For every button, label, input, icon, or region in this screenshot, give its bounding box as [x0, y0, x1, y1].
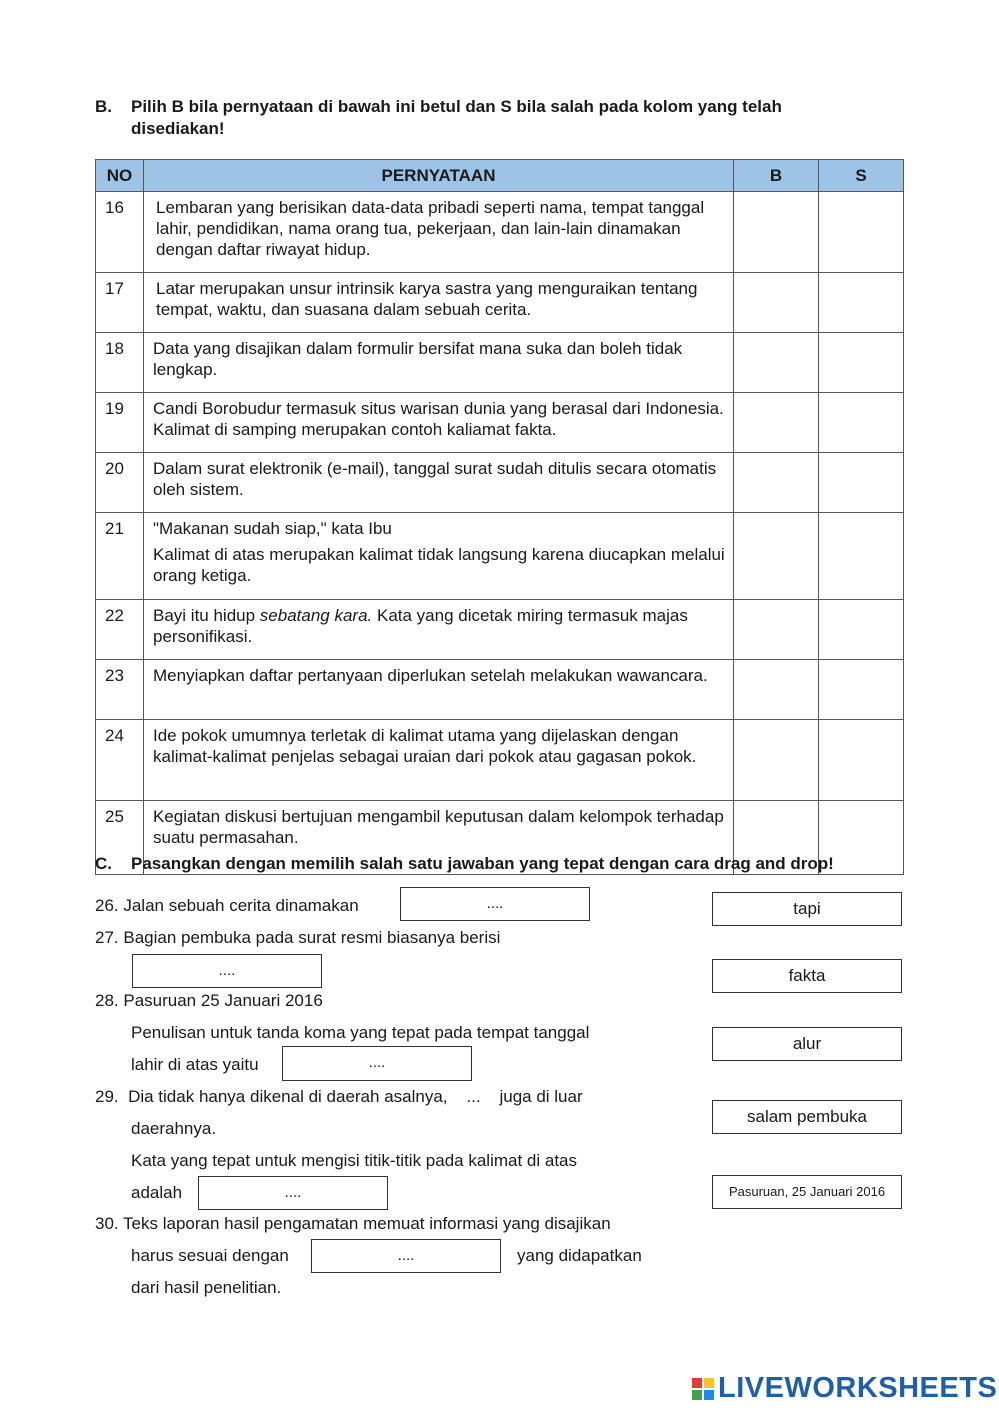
- row-number: 16: [96, 192, 144, 273]
- header-no: NO: [96, 160, 144, 192]
- row-number: 18: [96, 333, 144, 393]
- section-b-instruction: [131, 96, 901, 140]
- header-s: S: [819, 160, 904, 192]
- table-row: [96, 192, 904, 273]
- row-number: 21: [96, 513, 144, 600]
- table-row: [96, 273, 904, 333]
- row-statement: Latar merupakan unsur intrinsik karya sastra yang menguraikan tentang tempat, waktu, dan suasana dalam sebuah cerita.: [144, 273, 734, 333]
- question-28-text: Penulisan untuk tanda koma yang tepat pada tempat tanggal: [131, 1023, 590, 1042]
- statement-pre: Bayi itu hidup: [153, 606, 260, 625]
- answer-cell-b[interactable]: [734, 333, 819, 393]
- row-statement: [144, 600, 734, 660]
- table-row: [96, 720, 904, 801]
- answer-cell-b[interactable]: [734, 513, 819, 600]
- row-number: 17: [96, 273, 144, 333]
- header-statement: PERNYATAAN: [144, 160, 734, 192]
- question-28-prompt: lahir di atas yaitu: [131, 1055, 259, 1074]
- row-statement: Lembaran yang berisikan data-data pribadi seperti nama, tempat tanggal lahir, pendidikan, nama orang tua, pekerjaan, dan lain-lain dinamakan dengan daftar riwayat hidup.: [144, 192, 734, 273]
- question-29: 29. Dia tidak hanya dikenal di daerah asalnya, ... juga di luar: [95, 1087, 583, 1106]
- row-number: 23: [96, 660, 144, 720]
- table-row: [96, 453, 904, 513]
- answer-cell-s[interactable]: [819, 393, 904, 453]
- header-b: B: [734, 160, 819, 192]
- answer-cell-b[interactable]: [734, 393, 819, 453]
- choice-pasuruan-date[interactable]: Pasuruan, 25 Januari 2016: [712, 1175, 902, 1209]
- table-row: [96, 393, 904, 453]
- choice-salam-pembuka[interactable]: salam pembuka: [712, 1100, 902, 1134]
- logo-wordmark: LIVEWORKSHEETS: [718, 1372, 998, 1404]
- drop-zone-26[interactable]: ....: [400, 887, 590, 921]
- answer-cell-b[interactable]: [734, 192, 819, 273]
- question-27: 27. Bagian pembuka pada surat resmi biasanya berisi: [95, 928, 501, 947]
- liveworksheets-logo: [692, 1372, 997, 1405]
- answer-cell-s[interactable]: [819, 720, 904, 801]
- row-number: 19: [96, 393, 144, 453]
- answer-cell-s[interactable]: [819, 192, 904, 273]
- row-statement-text: Kalimat di atas merupakan kalimat tidak langsung karena diucapkan melalui orang ketiga.: [153, 545, 725, 585]
- answer-cell-s[interactable]: [819, 600, 904, 660]
- answer-cell-b[interactable]: [734, 720, 819, 801]
- question-29-prompt: adalah: [131, 1183, 183, 1202]
- section-b-instruction-line2: disediakan!: [131, 119, 225, 138]
- answer-cell-b[interactable]: [734, 600, 819, 660]
- row-statement: [144, 513, 734, 600]
- row-statement: Candi Borobudur termasuk situs warisan dunia yang berasal dari Indonesia. Kalimat di samping merupakan contoh kaliamat fakta.: [144, 393, 734, 453]
- drop-zone-28[interactable]: ....: [282, 1046, 472, 1081]
- answer-cell-s[interactable]: [819, 453, 904, 513]
- question-30-prompt: harus sesuai dengan: [131, 1246, 289, 1265]
- question-29-cont: daerahnya.: [131, 1119, 217, 1138]
- question-28: 28. Pasuruan 25 Januari 2016: [95, 991, 323, 1010]
- statement-post: Kata yang dicetak miring termasuk majas personifikasi.: [153, 606, 688, 646]
- table-row: [96, 660, 904, 720]
- answer-cell-s[interactable]: [819, 513, 904, 600]
- drop-zone-30[interactable]: ....: [311, 1239, 501, 1273]
- row-statement: Ide pokok umumnya terletak di kalimat utama yang dijelaskan dengan kalimat-kalimat penjelas sebagai uraian dari pokok atau gagasan pokok.: [144, 720, 734, 801]
- answer-cell-b[interactable]: [734, 453, 819, 513]
- row-statement: Dalam surat elektronik (e-mail), tanggal surat sudah ditulis secara otomatis oleh sistem.: [144, 453, 734, 513]
- choice-tapi[interactable]: tapi: [712, 892, 902, 926]
- logo-squares-icon: [692, 1378, 714, 1400]
- choice-fakta[interactable]: fakta: [712, 959, 902, 993]
- table-row: [96, 600, 904, 660]
- section-c-label: C.: [95, 854, 112, 873]
- answer-cell-s[interactable]: [819, 273, 904, 333]
- question-30-cont: yang didapatkan: [517, 1246, 642, 1265]
- question-30-end: dari hasil penelitian.: [131, 1278, 282, 1297]
- answer-cell-s[interactable]: [819, 333, 904, 393]
- row-number: 22: [96, 600, 144, 660]
- answer-cell-b[interactable]: [734, 273, 819, 333]
- section-b-instruction-line1: Pilih B bila pernyataan di bawah ini betul dan S bila salah pada kolom yang telah: [131, 97, 782, 116]
- row-number: 25: [96, 801, 144, 875]
- answer-cell-b[interactable]: [734, 660, 819, 720]
- drop-zone-27[interactable]: ....: [132, 954, 322, 988]
- row-statement: Menyiapkan daftar pertanyaan diperlukan setelah melakukan wawancara.: [144, 660, 734, 720]
- table-row: [96, 513, 904, 600]
- question-30: 30. Teks laporan hasil pengamatan memuat informasi yang disajikan: [95, 1214, 611, 1233]
- table-row: [96, 333, 904, 393]
- section-b-label: B.: [95, 97, 112, 116]
- question-29-text: Kata yang tepat untuk mengisi titik-titik pada kalimat di atas: [131, 1151, 578, 1170]
- row-statement: Kegiatan diskusi bertujuan mengambil keputusan dalam kelompok terhadap suatu permasahan.: [144, 801, 734, 875]
- question-26: 26. Jalan sebuah cerita dinamakan: [95, 896, 359, 915]
- statement-table: [95, 159, 904, 875]
- table-header-row: [96, 160, 904, 192]
- section-c-instruction: Pasangkan dengan memilih salah satu jawaban yang tepat dengan cara drag and drop!: [131, 854, 834, 873]
- row-number: 24: [96, 720, 144, 801]
- row-quote: "Makanan sudah siap," kata Ibu: [153, 519, 392, 538]
- row-number: 20: [96, 453, 144, 513]
- row-statement: Data yang disajikan dalam formulir bersifat mana suka dan boleh tidak lengkap.: [144, 333, 734, 393]
- statement-italic: sebatang kara.: [259, 606, 373, 625]
- choice-alur[interactable]: alur: [712, 1027, 902, 1061]
- answer-cell-s[interactable]: [819, 660, 904, 720]
- drop-zone-29[interactable]: ....: [198, 1176, 388, 1210]
